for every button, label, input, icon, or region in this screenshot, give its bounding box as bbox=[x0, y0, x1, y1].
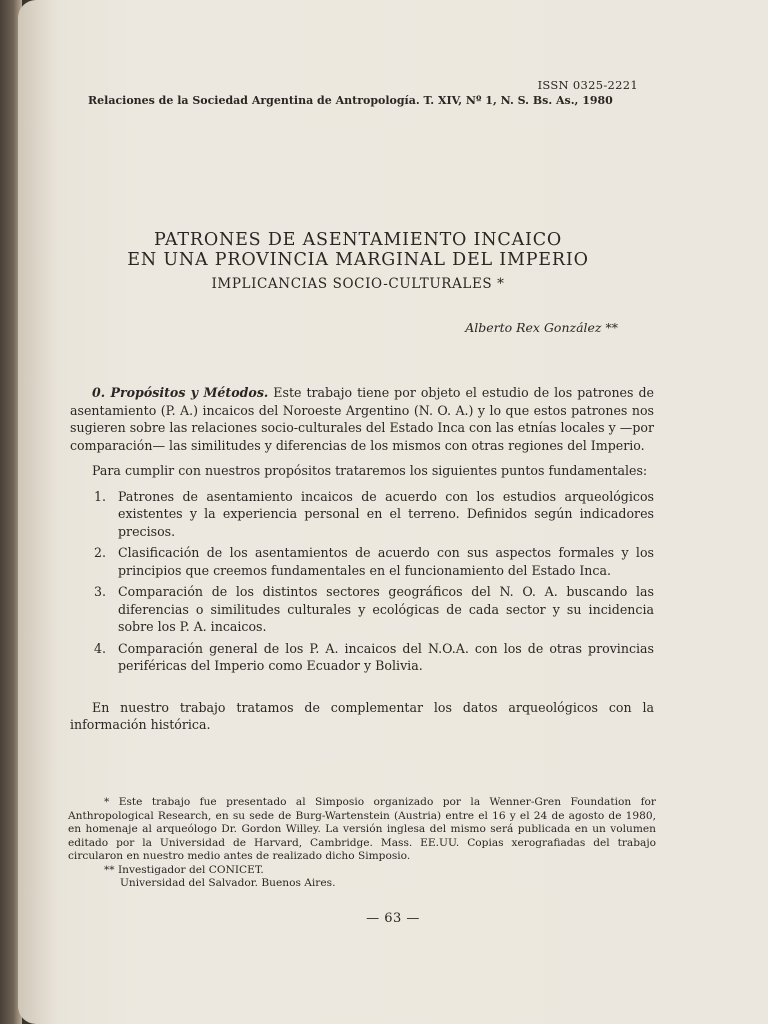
intro-text: Este trabajo tiene por objeto el estudio de los patrones de asentamiento (P. A.) incaicos del Noroeste Argentino (N. O. A.) y lo que estos patrones nos sugieren sobre las relaciones socio-culturales del Estado Inca con las etnías locales y —por comparación— las similitudes y diferencias de los mismos con otras regiones del Imperio. bbox=[70, 385, 654, 453]
document-page bbox=[18, 0, 768, 1024]
list-item bbox=[70, 640, 654, 675]
list-item bbox=[70, 544, 654, 579]
list-item-number: 3. bbox=[94, 584, 107, 599]
list-item-text: Patrones de asentamiento incaicos de acuerdo con los estudios arqueológicos existentes y la experiencia personal en el terreno. Definidos según indicadores precisos. bbox=[118, 488, 654, 539]
author-name: Alberto Rex González ** bbox=[465, 320, 618, 335]
article-body bbox=[70, 384, 654, 742]
journal-citation: Relaciones de la Sociedad Argentina de Antropología. T. XIV, Nº 1, N. S. Bs. As., 1980 bbox=[88, 94, 613, 107]
list-item-number: 1. bbox=[94, 488, 107, 504]
closing-paragraph: En nuestro trabajo tratamos de complementar los datos arqueológicos con la información histórica. bbox=[70, 699, 654, 732]
issn-number: ISSN 0325-2221 bbox=[537, 78, 638, 92]
numbered-list bbox=[70, 488, 654, 675]
section-heading: 0. Propósitos y Métodos. bbox=[92, 385, 269, 400]
title-line-1: PATRONES DE ASENTAMIENTO INCAICO bbox=[153, 230, 563, 250]
footnote-2: ** Investigador del CONICET. bbox=[104, 863, 264, 876]
article-subtitle: IMPLICANCIAS SOCIO-CULTURALES * bbox=[211, 276, 505, 292]
list-item-number: 2. bbox=[94, 545, 107, 560]
page-number bbox=[18, 911, 768, 926]
list-item-text: Comparación de los distintos sectores geográficos del N. O. A. buscando las diferencias o similitudes culturales y ecológicas de cada sector y su incidencia sobre los P. A. incaicos. bbox=[118, 584, 654, 634]
page-number-text: — 63 — bbox=[366, 911, 420, 926]
list-item-text: Comparación general de los P. A. incaicos del N.O.A. con los de otras provincias periféricas del Imperio como Ecuador y Bolivia. bbox=[118, 640, 654, 673]
article-title bbox=[78, 230, 638, 270]
title-line-2: EN UNA PROVINCIA MARGINAL DEL IMPERIO bbox=[127, 250, 589, 270]
footnotes bbox=[68, 796, 656, 891]
paragraph-2: Para cumplir con nuestros propósitos trataremos los siguientes puntos fundamentales: bbox=[92, 463, 648, 478]
footnote-1: * Este trabajo fue presentado al Simposio organizado por la Wenner-Gren Foundation for Anthropological Research, en su sede de Burg-Wartenstein (Austria) entre el 16 y el 24 de agosto de 1980, en homenaje al arqueólogo Dr. Gordon Willey. La versión inglesa del mismo será publicada en un volumen editado por la Universidad de Harvard, Cambridge. Mass. EE.UU. Copias xerografiadas del trabajo circularon en nuestro medio antes de realizado dicho Simposio. bbox=[68, 796, 656, 862]
intro-paragraph bbox=[70, 384, 654, 454]
list-item bbox=[70, 583, 654, 636]
list-item-text: Clasificación de los asentamientos de acuerdo con sus aspectos formales y los principios que creemos fundamentales en el funcionamiento del Estado Inca. bbox=[118, 545, 654, 578]
issn-header bbox=[538, 78, 638, 92]
footnote-2-institution: Universidad del Salvador. Buenos Aires. bbox=[120, 877, 336, 889]
list-item-number: 4. bbox=[94, 640, 107, 656]
list-item bbox=[70, 488, 654, 541]
